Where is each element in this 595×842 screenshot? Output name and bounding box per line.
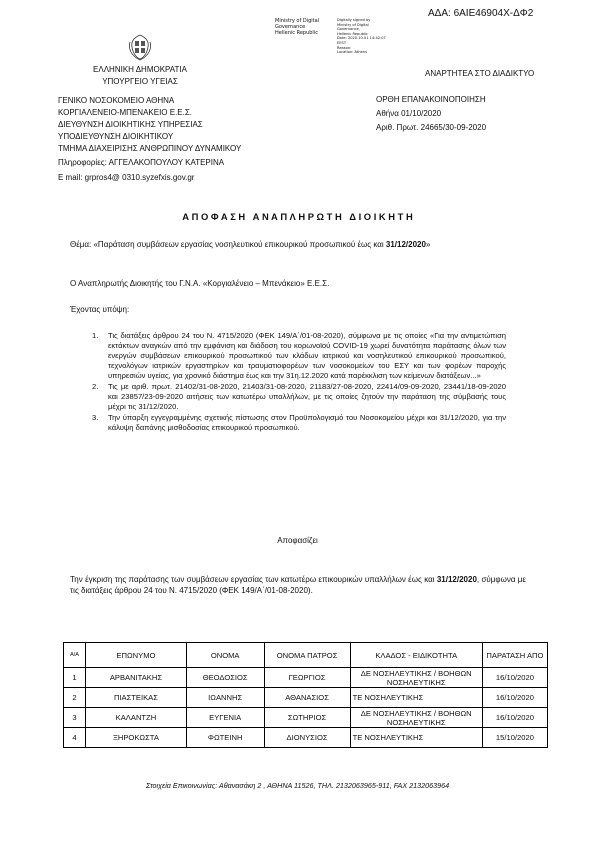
stamp-detail: Ministry of Digital [337,22,369,27]
considerations-list [92,331,506,434]
cell-name: ΦΩΤΕΙΝΗ [186,728,264,748]
col-header-surname: ΕΠΩΝΥΜΟ [86,643,187,668]
consideration-text: Τις διατάξεις άρθρου 24 του Ν. 4715/2020 (ΦΕΚ 149/Α΄/01-08-2020), σύμφωνα με τις οποίες «Για την αντιμετώπιση εκτάκτων αναγκών από την εμφάνιση και διάδοση του κορωνοϊού COVID-19 χωρεί δυνατότητα παράτασης όλων των ενεργών συμβάσεων επικουρικού προσωπικού των κλάδων ιατρικού και νοσηλευτικού επικουρικού προσωπικού, τεχνολόγων ιατρικών εργαστηρίων και τραυματιοφορέων των νοσοκομείων του ΕΣΥ και των φορέων παροχής υπηρεσιών υγείας, για χρονικό διάστημα έως και την 31η.12.2020 κατά παρέκκλιση των κείμενων διατάξεων...» [108,331,506,380]
cell-father-name: ΣΩΤΗΡΙΟΣ [264,708,350,728]
consideration-number: 3. [92,413,99,422]
subject-prefix: Θέμα: [70,240,92,249]
header-directorate: ΔΙΕΥΘΥΝΣΗ ΔΙΟΙΚΗΤΙΚΗΣ ΥΠΗΡΕΣΙΑΣ [58,120,203,129]
cell-aa: 4 [64,728,86,748]
stamp-line: Hellenic Republic [275,30,318,36]
ada-code: ΑΔΑ: 6ΑΙΕ46904Χ-ΔΦ2 [428,8,534,19]
header-subdirectorate: ΥΠΟΔΙΕΥΘΥΝΣΗ ΔΙΟΙΚΗΤΙΚΟΥ [58,132,174,141]
stamp-detail: Reason: [337,45,352,50]
header-hospital-name: ΚΟΡΓΙΑΛΕΝΕΙΟ-ΜΠΕΝΑΚΕΙΟ Ε.Ε.Σ. [58,108,193,117]
stamp-detail: EEST [337,40,347,45]
stamp-line: Governance [275,24,306,30]
correct-renotification: ΟΡΘΗ ΕΠΑΝΑΚΟΙΝΟΠΟΙΗΣΗ [376,95,486,104]
consideration-text: Την ύπαρξη εγγεγραμμένης σχετικής πίστωσης στον Προϋπολογισμό του Νοσοκομείου μέχρι και 31/12/2020, για την κάλυψη δαπάνης μισθοδοσίας επικουρικού προσωπικού. [108,413,506,432]
cell-aa: 2 [64,688,86,708]
header-department: ΤΜΗΜΑ ΔΙΑΧΕΙΡΙΣΗΣ ΑΝΘΡΩΠΙΝΟΥ ΔΥΝΑΜΙΚΟΥ [58,144,242,153]
col-header-extension-from: ΠΑΡΑΤΑΣΗ ΑΠΟ [482,643,547,668]
consideration-item [92,331,506,381]
cell-father-name: ΔΙΟΝΥΣΙΟΣ [264,728,350,748]
cell-name: ΕΥΓΕΝΙΑ [186,708,264,728]
consideration-number: 2. [92,382,99,391]
header-ministry: ΥΠΟΥΡΓΕΙΟ ΥΓΕΙΑΣ [102,77,178,86]
subject-suffix: » [425,240,431,249]
col-header-specialty: ΚΛΑΔΟΣ - ΕΙΔΙΚΟΤΗΤΑ [350,643,482,668]
cell-extension-date: 16/10/2020 [482,688,547,708]
consideration-item [92,382,506,412]
hellenic-emblem [125,32,155,62]
having-heading: Έχοντας υπόψη: [70,305,130,314]
stamp-detail: Date: 2020.10.01 14:42:07 [337,36,386,41]
cell-father-name: ΑΘΑΝΑΣΙΟΣ [264,688,350,708]
col-header-father-name: ΟΝΟΜΑ ΠΑΤΡΟΣ [264,643,350,668]
cell-specialty: ΔΕ ΝΟΣΗΛΕΥΤΙΚΗΣ / ΒΟΗΘΩΝ ΝΟΣΗΛΕΥΤΙΚΗΣ [350,708,482,728]
cell-aa: 1 [64,668,86,688]
cell-name: ΘΕΟΔΟΣΙΟΣ [186,668,264,688]
stamp-detail: Hellenic Republic [337,31,368,36]
table-header-row [64,643,548,668]
stamp-detail: Digitally signed by [337,18,371,22]
cell-specialty: ΤΕ ΝΟΣΗΛΕΥΤΙΚΗΣ [350,688,482,708]
decision-paragraph [70,574,526,596]
consideration-number: 1. [92,331,99,340]
digital-signature-details [337,18,399,55]
document-date: Αθήνα 01/10/2020 [376,109,442,118]
table-row [64,728,548,748]
cell-name: ΙΩΑΝΝΗΣ [186,688,264,708]
cell-father-name: ΓΕΩΡΓΙΟΣ [264,668,350,688]
employees-table [63,642,548,748]
cell-specialty: ΔΕ ΝΟΣΗΛΕΥΤΙΚΗΣ / ΒΟΗΘΩΝ ΝΟΣΗΛΕΥΤΙΚΗΣ [350,668,482,688]
cell-specialty: ΤΕ ΝΟΣΗΛΕΥΤΙΚΗΣ [350,728,482,748]
intro-line: Ο Αναπληρωτής Διοικητής του Γ.Ν.Α. «Κοργιαλένειο – Μπενάκειο» Ε.Ε.Σ. [70,279,330,288]
table-row [64,688,548,708]
subject-date: 31/12/2020 [385,240,426,249]
decides-heading: Αποφασίζει [277,536,318,545]
header-hospital: ΓΕΝΙΚΟ ΝΟΣΟΚΟΜΕΙΟ ΑΘΗΝΑ [58,96,175,105]
table-row [64,708,548,728]
cell-extension-date: 16/10/2020 [482,668,547,688]
decision-date: 31/12/2020 [436,575,477,584]
protocol-number: Αριθ. Πρωτ. 24665/30-09-2020 [376,123,487,132]
digital-signature-stamp [275,18,345,36]
decision-text: Την έγκριση της παράτασης των συμβάσεων εργασίας των κατωτέρω επικουρικών υπαλλήλων έως και [70,575,435,584]
post-online-notice: ΑΝΑΡΤΗΤΕΑ ΣΤΟ ΔΙΑΔΙΚΤΥΟ [425,69,535,78]
subject-text: «Παράταση συμβάσεων εργασίας νοσηλευτικού επικουρικού προσωπικού έως και [93,240,384,249]
header-info: Πληροφορίες: ΑΓΓΕΛΑΚΟΠΟΥΛΟΥ ΚΑΤΕΡΙΝΑ [58,158,225,167]
header-republic: ΕΛΛΗΝΙΚΗ ΔΗΜΟΚΡΑΤΙΑ [93,65,187,74]
cell-aa: 3 [64,708,86,728]
contact-footer: Στοιχεία Επικοινωνίας: Αθανασάκη 2 , ΑΘΗΝΑ 11526, ΤΗΛ. 2132063965-911, FAX 2132063964 [145,781,450,790]
header-email: E mail: grpros4@ 0310.syzefxis.gov.gr [58,173,195,182]
subject [70,238,526,251]
cell-surname: ΑΡΒΑΝΙΤΑΚΗΣ [86,668,187,688]
cell-surname: ΞΗΡΟΚΩΣΤΑ [86,728,187,748]
stamp-detail: Location: Athens [337,50,367,55]
stamp-detail: Governance, [337,27,360,32]
consideration-text: Τις με αριθ. πρωτ. 21402/31-08-2020, 21403/31-08-2020, 21183/27-08-2020, 22414/09-09-2020, 23441/18-09-2020 και 23857/23-09-2020 αιτήσεις των κατωτέρω υπαλλήλων, με τις οποίες ζητούν την παράταση της σύμβασής τους μέχρι τις 31/12/2020. [108,382,506,411]
cell-extension-date: 16/10/2020 [482,708,547,728]
table-row [64,668,548,688]
cell-surname: ΚΑΛΑΝΤΖΗ [86,708,187,728]
decision-text-after: , σύμφωνα με τις διατάξεις άρθρου 24 του Ν. 4715/2020 (ΦΕΚ 149/Α΄/01-08-2020). [70,575,526,595]
stamp-line: Ministry of Digital [275,18,320,24]
consideration-item [92,413,506,433]
cell-surname: ΠΙΑΣΤΕΙΚΑΣ [86,688,187,708]
col-header-aa: Α/Α [64,643,86,668]
cell-extension-date: 15/10/2020 [482,728,547,748]
decision-title: Α Π Ο Φ Α Σ Η Α Ν Α Π Λ Η Ρ Ω Τ Η Δ Ι Ο Ι Κ Η Τ Η [182,211,413,222]
col-header-name: ΟΝΟΜΑ [186,643,264,668]
